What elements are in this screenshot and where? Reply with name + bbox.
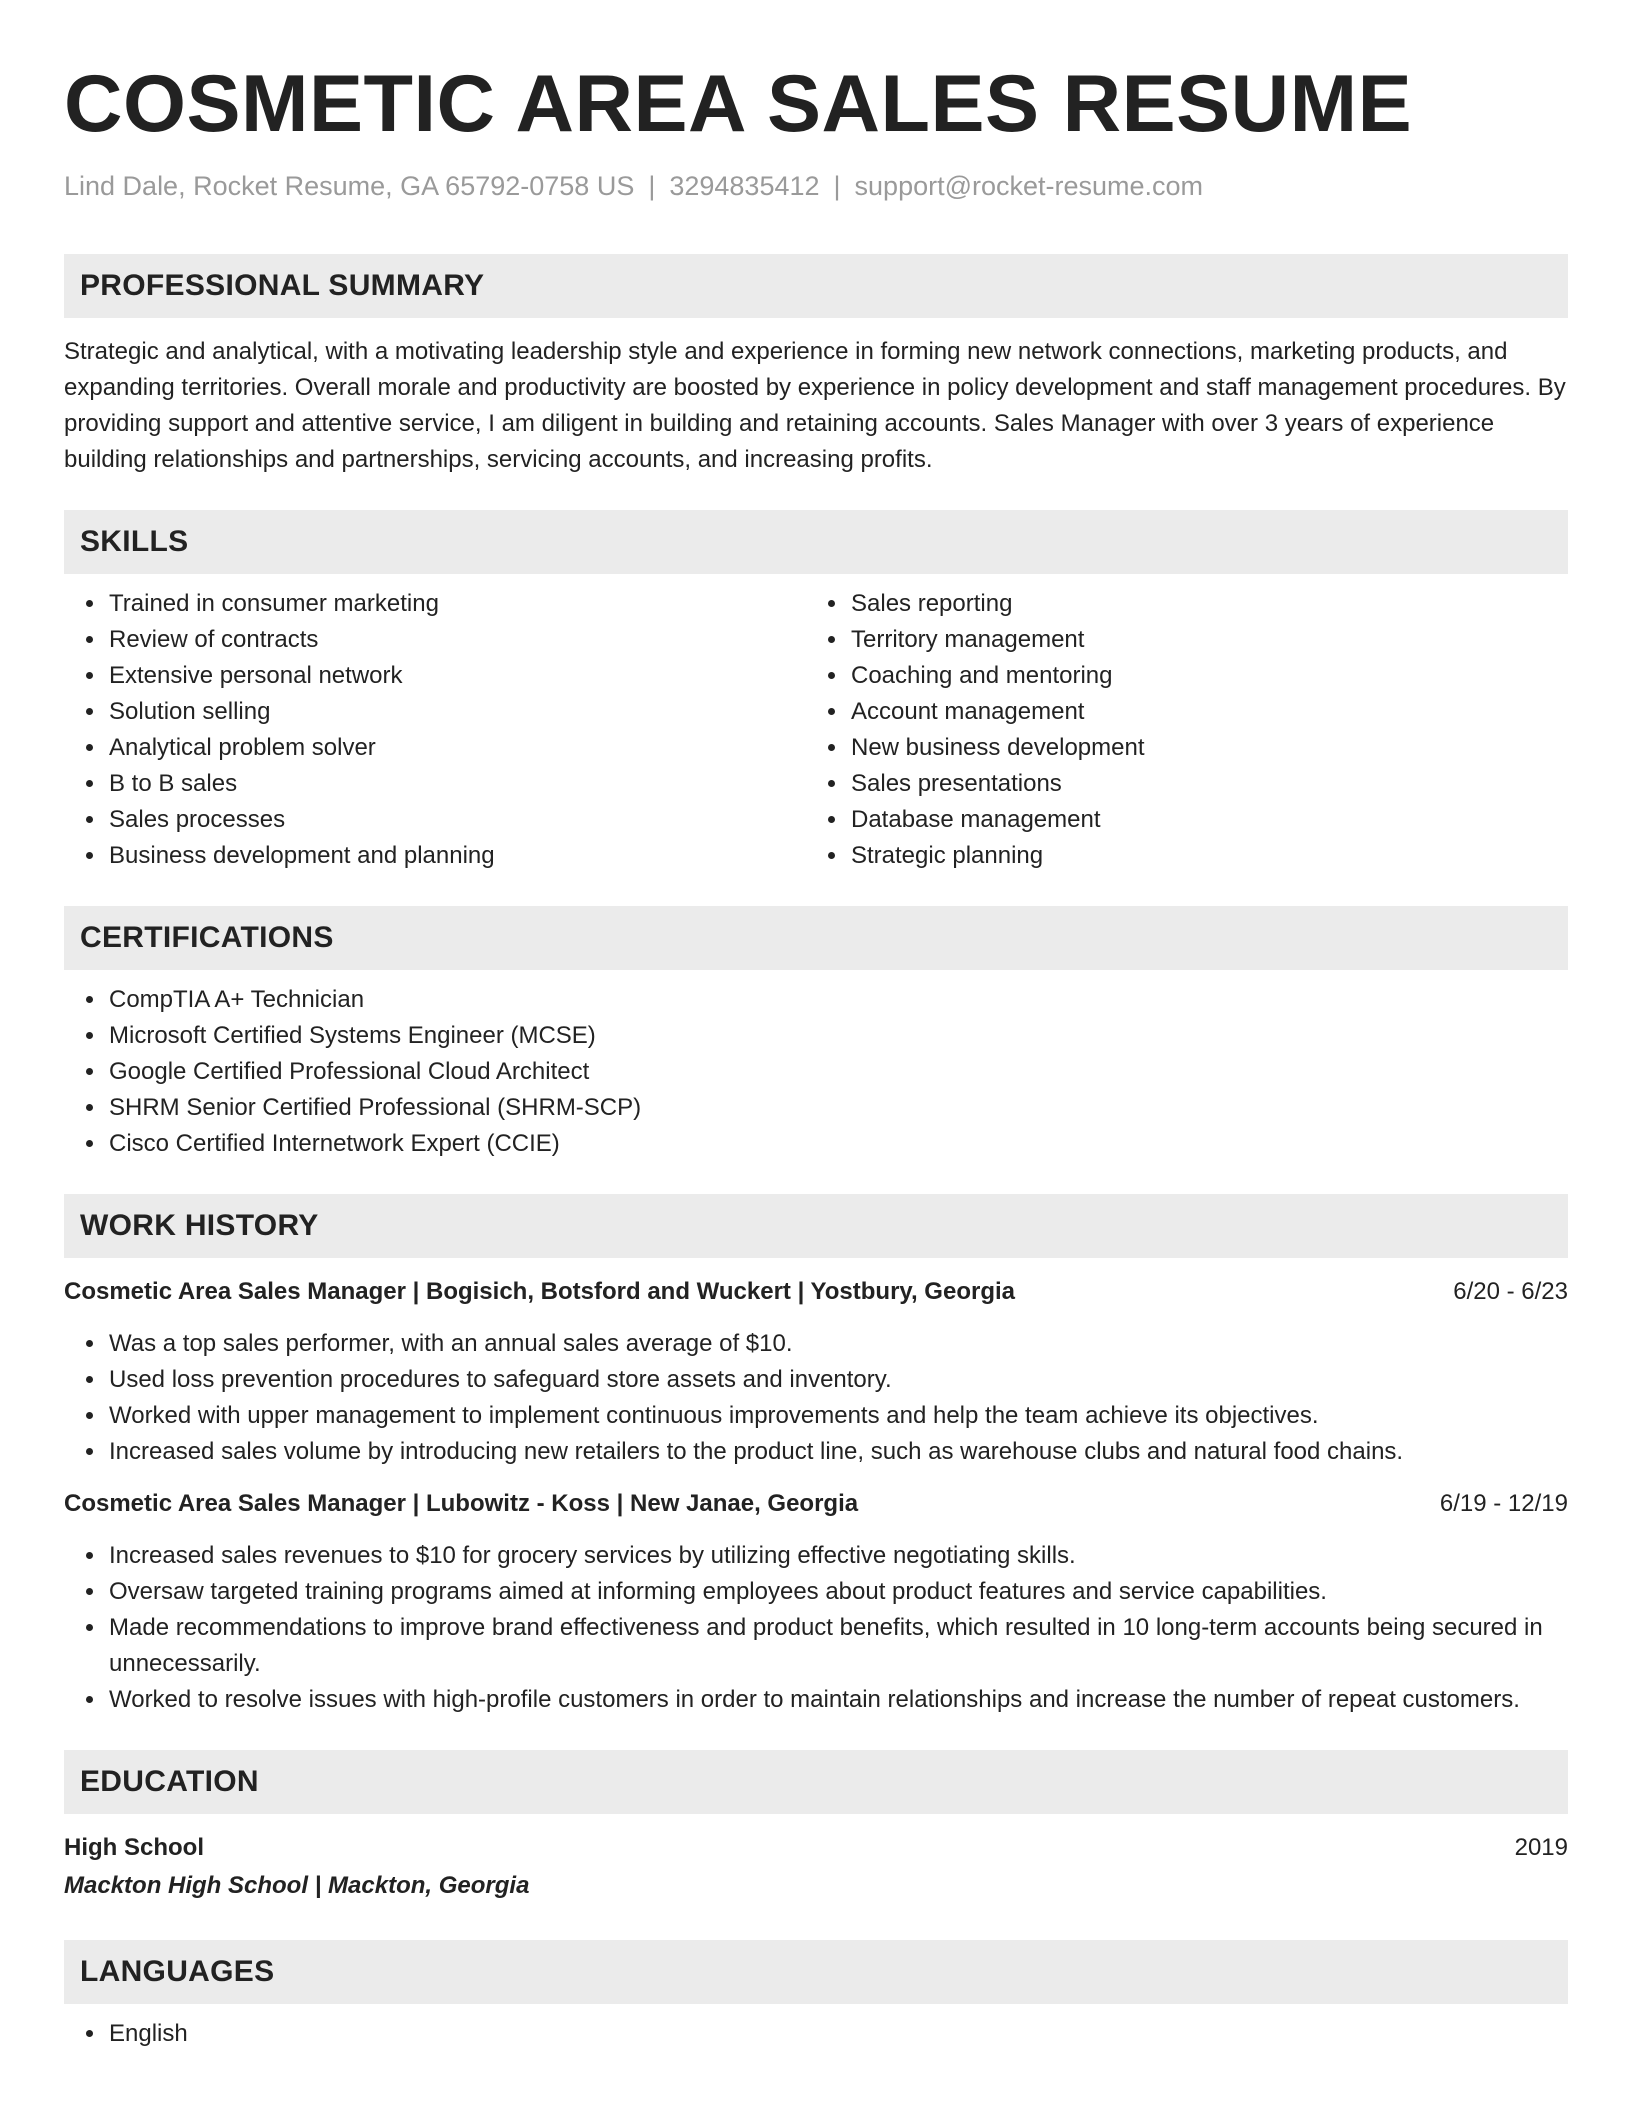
job-title: Cosmetic Area Sales Manager | Lubowitz - Koss | New Janae, Georgia xyxy=(64,1490,859,1517)
contact-address: Lind Dale, Rocket Resume, GA 65792-0758 US xyxy=(64,171,635,201)
section-header-skills: SKILLS xyxy=(64,510,1568,574)
job-bullets xyxy=(64,1538,1568,1718)
job-entry xyxy=(64,1486,1568,1718)
skill-item: • Sales reporting xyxy=(849,586,1548,622)
job-entry xyxy=(64,1274,1568,1470)
skill-item: • Database management xyxy=(849,802,1548,838)
skills-list-left xyxy=(64,586,806,874)
job-bullet: • Increased sales volume by introducing new retailers to the product line, such as warehouse clubs and natural food chains. xyxy=(107,1434,1568,1470)
skill-item: • Sales presentations xyxy=(849,766,1548,802)
certification-item: • SHRM Senior Certified Professional (SHRM-SCP) xyxy=(107,1090,1568,1126)
skill-item: • Trained in consumer marketing xyxy=(107,586,806,622)
section-header-education: EDUCATION xyxy=(64,1750,1568,1814)
skill-item: • Account management xyxy=(849,694,1548,730)
section-header-certifications: CERTIFICATIONS xyxy=(64,906,1568,970)
section-header-languages: LANGUAGES xyxy=(64,1940,1568,2004)
skill-item: • Territory management xyxy=(849,622,1548,658)
skill-item: • Review of contracts xyxy=(107,622,806,658)
skill-item: • Coaching and mentoring xyxy=(849,658,1548,694)
job-bullet: • Oversaw targeted training programs aimed at informing employees about product features and service capabilities. xyxy=(107,1574,1568,1610)
contact-email[interactable]: support@rocket-resume.com xyxy=(854,171,1204,201)
job-dates: 6/20 - 6/23 xyxy=(1453,1278,1568,1305)
resume-title: COSMETIC AREA SALES RESUME xyxy=(64,59,1413,149)
languages-list xyxy=(64,2016,1568,2052)
education-header xyxy=(64,1830,1568,1866)
certifications-list xyxy=(64,982,1568,1162)
skill-item: • Solution selling xyxy=(107,694,806,730)
certification-item: • CompTIA A+ Technician xyxy=(107,982,1568,1018)
job-header xyxy=(64,1486,1568,1522)
skills-list-right xyxy=(806,586,1548,874)
certification-item: • Microsoft Certified Systems Engineer (MCSE) xyxy=(107,1018,1568,1054)
job-header xyxy=(64,1274,1568,1310)
language-item: • English xyxy=(107,2016,1568,2052)
job-bullet: • Used loss prevention procedures to safeguard store assets and inventory. xyxy=(107,1362,1568,1398)
summary-text: Strategic and analytical, with a motivating leadership style and experience in forming new network connections, marketing products, and expanding territories. Overall morale and productivity are boosted by experience in policy development and staff management procedures. By providing support and attentive service, I am diligent in building and retaining accounts. Sales Manager with over 3 years of experience building relationships and partnerships, servicing accounts, and increasing profits. xyxy=(64,338,1566,473)
skills-columns xyxy=(64,586,1568,874)
contact-separator: | xyxy=(648,171,656,201)
job-bullet: • Worked with upper management to implement continuous improvements and help the team achieve its objectives. xyxy=(107,1398,1568,1434)
skills-column-left xyxy=(64,586,806,874)
certification-item: • Cisco Certified Internetwork Expert (CCIE) xyxy=(107,1126,1568,1162)
job-title: Cosmetic Area Sales Manager | Bogisich, Botsford and Wuckert | Yostbury, Georgia xyxy=(64,1278,1015,1305)
education-degree: High School xyxy=(64,1834,204,1861)
contact-phone: 3294835412 xyxy=(669,171,820,201)
skill-item: • Business development and planning xyxy=(107,838,806,874)
job-bullets xyxy=(64,1326,1568,1470)
skill-item: • Analytical problem solver xyxy=(107,730,806,766)
job-bullet: • Made recommendations to improve brand effectiveness and product benefits, which resulted in 10 long-term accounts being secured in unnecessarily. xyxy=(107,1610,1568,1682)
job-bullet: • Worked to resolve issues with high-profile customers in order to maintain relationships and increase the number of repeat customers. xyxy=(107,1682,1568,1718)
skill-item: • Extensive personal network xyxy=(107,658,806,694)
job-bullet: • Was a top sales performer, with an annual sales average of $10. xyxy=(107,1326,1568,1362)
section-header-summary: PROFESSIONAL SUMMARY xyxy=(64,254,1568,318)
skill-item: • Strategic planning xyxy=(849,838,1548,874)
skill-item: • Sales processes xyxy=(107,802,806,838)
contact-separator: | xyxy=(833,171,841,201)
job-bullet: • Increased sales revenues to $10 for grocery services by utilizing effective negotiating skills. xyxy=(107,1538,1568,1574)
education-school: Mackton High School | Mackton, Georgia xyxy=(64,1872,530,1899)
skill-item: • New business development xyxy=(849,730,1548,766)
education-year: 2019 xyxy=(1514,1834,1568,1861)
contact-line xyxy=(64,168,1568,204)
certification-item: • Google Certified Professional Cloud Architect xyxy=(107,1054,1568,1090)
skill-item: • B to B sales xyxy=(107,766,806,802)
skills-column-right xyxy=(806,586,1548,874)
section-header-work-history: WORK HISTORY xyxy=(64,1194,1568,1258)
job-dates: 6/19 - 12/19 xyxy=(1439,1490,1568,1517)
